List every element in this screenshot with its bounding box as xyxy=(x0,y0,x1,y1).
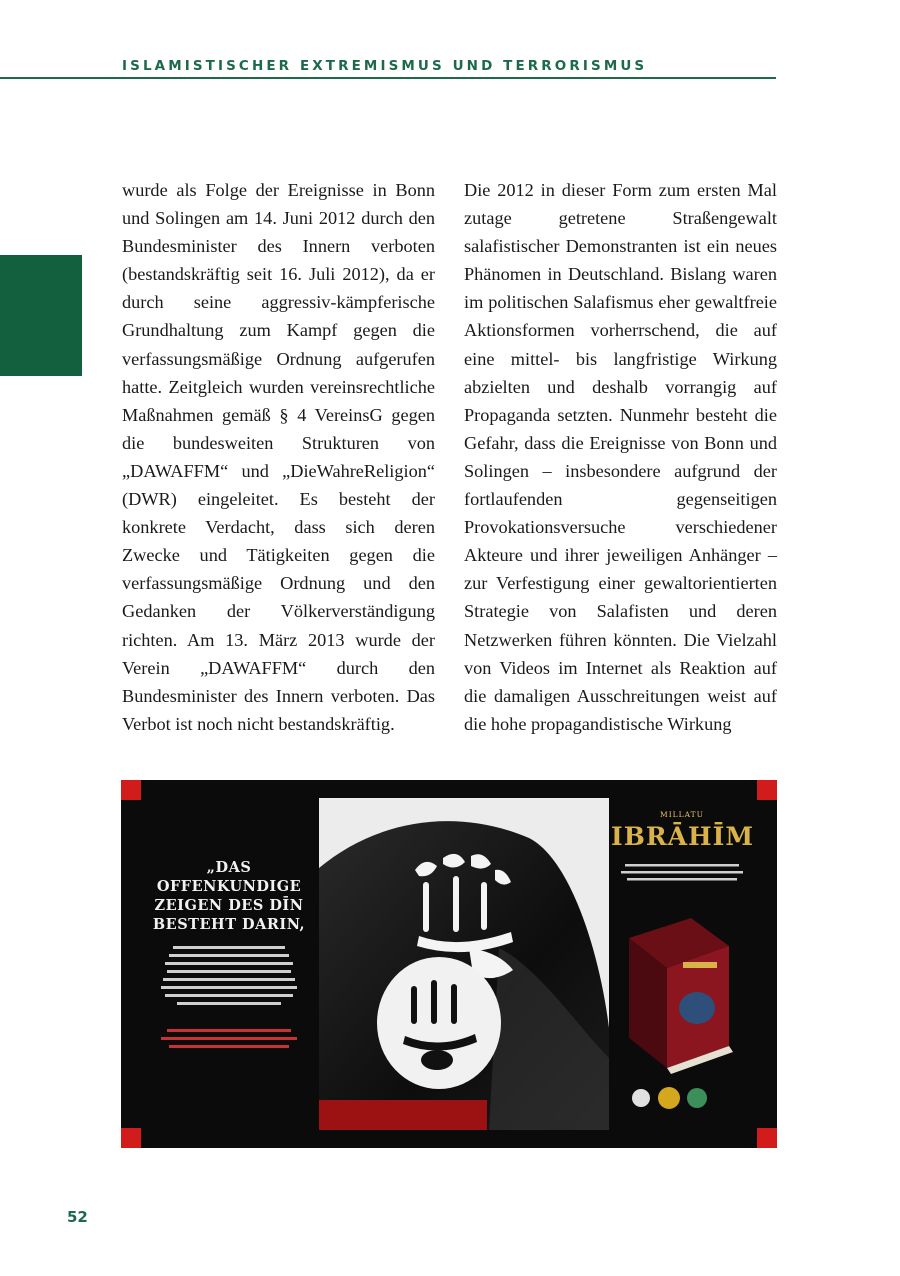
quote-red-print xyxy=(143,1027,315,1061)
quote-headline: „DAS OFFENKUNDIGE ZEIGEN DES DĪN BESTEHT DARIN, xyxy=(152,859,306,933)
flag-caption-bar xyxy=(319,1100,487,1130)
chapter-side-tab xyxy=(0,255,82,376)
book-advertisement xyxy=(611,798,753,1130)
quote-fine-print xyxy=(143,944,315,1022)
logo-icon xyxy=(687,1088,707,1108)
corner-mark xyxy=(121,1128,141,1148)
book-title: IBRĀHĪM xyxy=(611,822,754,851)
logo-icon xyxy=(658,1087,680,1109)
book-subtitle-print xyxy=(617,862,747,888)
corner-mark xyxy=(757,1128,777,1148)
black-flag-graphic xyxy=(319,798,609,1130)
text-column-right xyxy=(464,176,777,738)
quote-panel xyxy=(143,858,315,1066)
corner-mark xyxy=(121,780,141,800)
flag-photo xyxy=(319,798,609,1130)
left-column-paragraph: wurde als Folge der Ereignisse in Bonn und Solingen am 14. Juni 2012 durch den Bundesminister des Innern verboten (bestandskräftig seit 16. Juli 2012), da er durch seine aggressiv-kämpferische Grundhaltung zum Kampf gegen die verfassungsmäßige Ordnung aufgerufen hatte. Zeitgleich wurden vereinsrechtliche Maßnahmen gemäß § 4 VereinsG gegen die bundesweiten Strukturen von „DAWAFFM“ und „DieWahreReligion“ (DWR) eingeleitet. Es besteht der konkrete Verdacht, dass sich deren Zwecke und Tätigkeiten gegen die verfassungsmäßige Ordnung und den Gedanken der Völkerverständigung richten. Am 13. März 2013 wurde der Verein „DAWAFFM“ durch den Bundesminister des Innern verboten. Das Verbot ist noch nicht bestandskräftig. xyxy=(122,180,435,734)
page-number: 52 xyxy=(67,1208,88,1226)
text-column-left xyxy=(122,176,435,738)
right-column-paragraph: Die 2012 in dieser Form zum ersten Mal zutage getretene Straßengewalt salafistischer Demonstranten ist ein neues Phänomen in Deutschland. Bislang waren im politischen Salafismus eher gewaltfreie Aktionsformen vorherrschend, die auf eine mittel- bis langfristige Wirkung abzielten und deshalb vorrangig auf Propaganda setzten. Nunmehr besteht die Gefahr, dass die Ereignisse von Bonn und Solingen – insbesondere aufgrund der fortlaufenden gegenseitigen Provokationsversuche verschiedener Akteure und ihrer jeweiligen Anhänger – zur Verfestigung einer gewaltorientierten Strategie von Salafisten und deren Netzwerken führen könnten. Die Vielzahl von Videos im Internet als Reaktion auf die damaligen Ausschreitungen weist auf die hohe propagandistische Wirkung xyxy=(464,180,777,734)
propaganda-image xyxy=(121,780,777,1148)
book-cover-graphic xyxy=(611,898,753,1128)
running-header-title: ISLAMISTISCHER EXTREMISMUS UND TERRORISMUS xyxy=(122,58,648,74)
header-rule xyxy=(0,77,776,79)
logo-icon xyxy=(632,1089,650,1107)
corner-mark xyxy=(757,780,777,800)
book-kicker: MILLATU xyxy=(660,810,704,819)
